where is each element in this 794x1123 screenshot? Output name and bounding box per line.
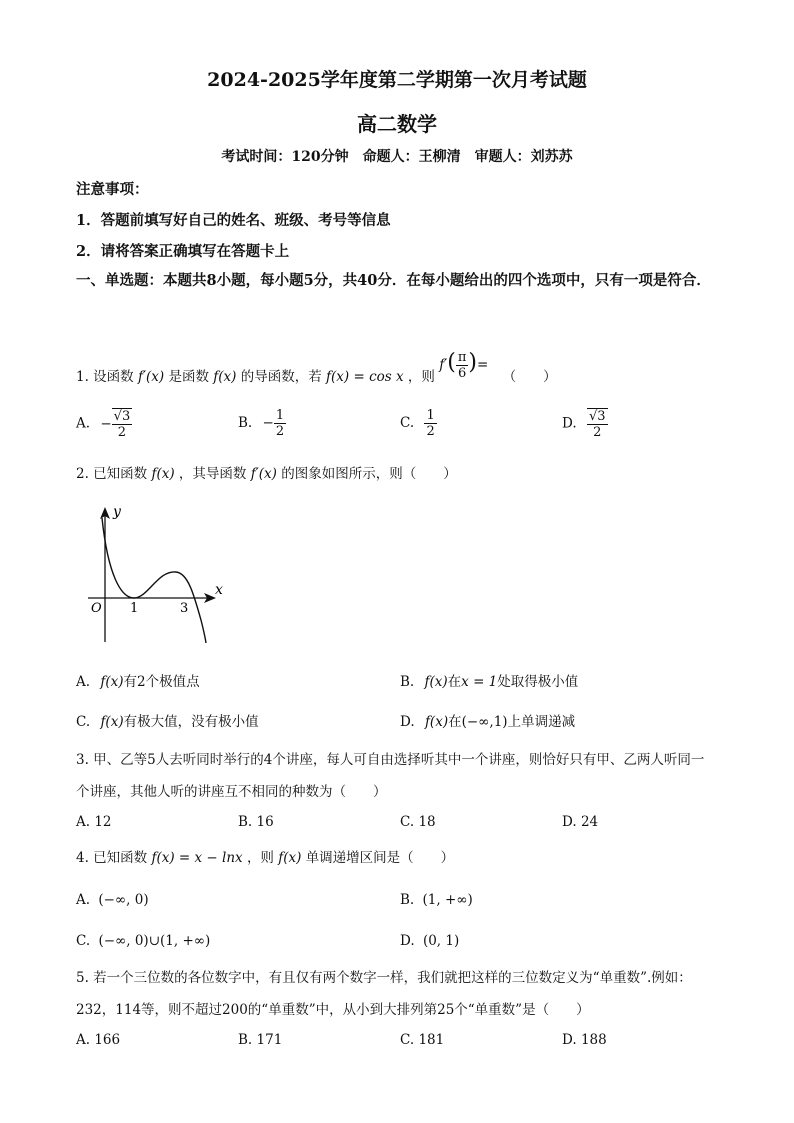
q1-option-b-label: B.	[238, 415, 253, 431]
q4-option-b-value: (1, +∞)	[422, 892, 473, 908]
q1-option-c	[400, 408, 437, 439]
q4-option-c-label: C.	[76, 933, 91, 949]
q2-lead: 2. 已知函数	[76, 466, 148, 482]
q5-option-c-value: 181	[418, 1032, 445, 1048]
q1-six: 6	[457, 366, 467, 381]
q1-option-a	[76, 408, 132, 440]
q2-fprime: f′(x)	[250, 466, 277, 482]
q2-option-d-text: 在	[448, 714, 462, 730]
q4-option-b	[400, 890, 473, 910]
q4-f: f(x)	[278, 850, 302, 866]
q2-option-d	[400, 712, 575, 732]
q2-option-b-text: 在	[447, 674, 462, 690]
x-tick-1: 1	[130, 601, 139, 616]
q1-option-a-den: 2	[117, 425, 127, 440]
q4-option-b-label: B.	[400, 892, 415, 908]
q1-option-c-num: 1	[426, 408, 435, 423]
q3-option-d-label: D.	[562, 814, 577, 830]
q1-option-b-num: 1	[275, 408, 285, 423]
q2-option-b-cond: x = 1	[461, 674, 498, 690]
q1-condition: f(x) = cos x	[326, 369, 404, 385]
q1-fprime-head: f′	[439, 357, 448, 373]
q4-option-a-label: A.	[76, 892, 91, 908]
q3-option-b-label: B.	[238, 814, 253, 830]
q1-option-b-sign: −	[262, 415, 274, 431]
q1-option-b	[238, 408, 286, 439]
q3-option-a	[76, 812, 112, 832]
q1-option-d	[562, 408, 608, 440]
q1-option-a-label: A.	[76, 415, 91, 432]
exam-title: 2024-2025学年度第二学期第一次月考试题	[207, 69, 587, 91]
q1-option-d-den: 2	[593, 425, 602, 440]
q2-option-c-label: C.	[76, 714, 91, 730]
q4-tail: 单调递增区间是（ ）	[305, 850, 455, 866]
q1-lead: 1. 设函数	[76, 369, 134, 385]
q4-option-d-label: D.	[400, 933, 415, 949]
q1-eq: =	[476, 357, 489, 373]
q1-option-c-den: 2	[426, 424, 435, 439]
q4-option-c	[76, 931, 210, 951]
q1-mid1: 是函数	[168, 369, 209, 385]
q2-option-a-label: A.	[76, 674, 91, 690]
q2-option-a-fn: f(x)	[100, 674, 124, 690]
q2-f: f(x)	[151, 466, 175, 482]
q1-option-d-num: √3	[588, 409, 606, 424]
q2-option-a-text: 有2个极值点	[123, 674, 200, 690]
notes-heading: 注意事项：	[76, 181, 149, 198]
q2-option-d-fn: f(x)	[424, 714, 449, 730]
q4-option-c-value: (−∞, 0)∪(1, +∞)	[98, 933, 211, 949]
q5-option-a-value: 166	[94, 1032, 121, 1048]
x-tick-3: 3	[180, 601, 189, 616]
q3-option-d	[562, 812, 598, 832]
origin-label: O	[91, 601, 102, 616]
q2-option-c-fn: f(x)	[100, 714, 124, 730]
q5-option-a-label: A.	[76, 1032, 91, 1048]
q2-option-d-label: D.	[400, 714, 415, 730]
q5-option-c-label: C.	[400, 1032, 415, 1048]
section-1-instructions: 一、单选题：本题共8小题，每小题5分，共40分．在每小题给出的四个选项中，只有一项是符合．	[76, 272, 711, 289]
q1-answer-blank: （ ）	[502, 369, 557, 385]
q3-option-d-value: 24	[580, 814, 599, 830]
notes-item-2: 2．请将答案正确填写在答题卡上	[76, 243, 290, 260]
q1-option-c-label: C.	[400, 415, 415, 431]
q2-option-b-fn: f(x)	[424, 674, 448, 690]
q2-option-d-cond: (−∞,1)	[461, 714, 508, 730]
q2-option-c	[76, 712, 259, 732]
x-axis-label: x	[215, 582, 223, 598]
q1-mid3: ，则	[407, 369, 435, 385]
y-axis-label: y	[113, 504, 121, 520]
q5-option-a	[76, 1030, 120, 1050]
q2-mid1: ，其导函数	[178, 466, 247, 482]
question-5: 5. 若一个三位数的各位数字中，有且仅有两个数字一样，我们就把这样的三位数定义为“单重数”.例如：232，114等，则不超过200的“单重数”中，从小到大排列第25个“单重数”是（ ）	[76, 970, 692, 1018]
q1-f: f(x)	[213, 369, 237, 385]
notes-item-1: 1．答题前填写好自己的姓名、班级、考号等信息	[76, 212, 391, 229]
q5-option-b-label: B.	[238, 1032, 253, 1048]
q2-option-c-text: 有极大值，没有极小值	[123, 714, 259, 730]
q4-mid: ，则	[246, 850, 274, 866]
q5-option-b-value: 171	[256, 1032, 283, 1048]
q5-option-d-value: 188	[580, 1032, 607, 1048]
q3-option-a-value: 12	[94, 814, 112, 830]
q1-option-a-num: √3	[113, 409, 131, 424]
q3-option-c-label: C.	[400, 814, 415, 830]
exam-subject: 高二数学	[357, 112, 437, 136]
derivative-curve	[102, 518, 206, 643]
question-2	[76, 464, 457, 484]
question-3: 3. 甲、乙等5人去听同时举行的4个讲座，每人可自由选择听其中一个讲座，则恰好只有甲、乙两人听同一个讲座，其他人听的讲座互不相同的种数为（ ）	[76, 752, 705, 800]
q5-option-d	[562, 1030, 607, 1050]
q1-pi: π	[457, 350, 467, 365]
q2-option-d-text2: 上单调递减	[507, 714, 576, 730]
q2-derivative-graph	[76, 500, 236, 650]
q2-tail: 的图象如图所示，则（ ）	[281, 466, 457, 482]
q1-pi-over-6	[456, 350, 469, 381]
q3-option-b	[238, 812, 274, 832]
q2-option-b-label: B.	[400, 674, 415, 690]
q4-definition: f(x) = x − lnx	[151, 850, 243, 866]
q4-option-d	[400, 931, 459, 951]
q1-fprime: f′(x)	[137, 369, 165, 385]
q3-option-c	[400, 812, 436, 832]
q4-option-a-value: (−∞, 0)	[98, 892, 149, 908]
q1-mid2: 的导函数，若	[240, 369, 322, 385]
q3-option-a-label: A.	[76, 814, 91, 830]
q2-option-b	[400, 672, 578, 692]
q1-option-a-sign: −	[100, 415, 112, 432]
question-1	[76, 350, 557, 393]
exam-meta: 考试时间：120分钟 命题人：王柳清 审题人：刘苏苏	[221, 149, 573, 165]
q1-option-b-den: 2	[275, 424, 285, 439]
q4-option-d-value: (0, 1)	[422, 933, 460, 949]
q2-option-a	[76, 672, 200, 692]
q4-option-a	[76, 890, 149, 910]
q1-target-expression: f′( $\frac{\pi}{6}$ )=	[439, 350, 489, 381]
q5-option-b	[238, 1030, 282, 1050]
q5-option-c	[400, 1030, 444, 1050]
question-4	[76, 848, 454, 868]
q3-option-b-value: 16	[256, 814, 274, 830]
q1-option-d-label: D.	[562, 415, 577, 432]
q3-option-c-value: 18	[418, 814, 436, 830]
q5-option-d-label: D.	[562, 1032, 577, 1048]
q4-lead: 4. 已知函数	[76, 850, 148, 866]
q2-option-b-text2: 处取得极小值	[497, 674, 579, 690]
